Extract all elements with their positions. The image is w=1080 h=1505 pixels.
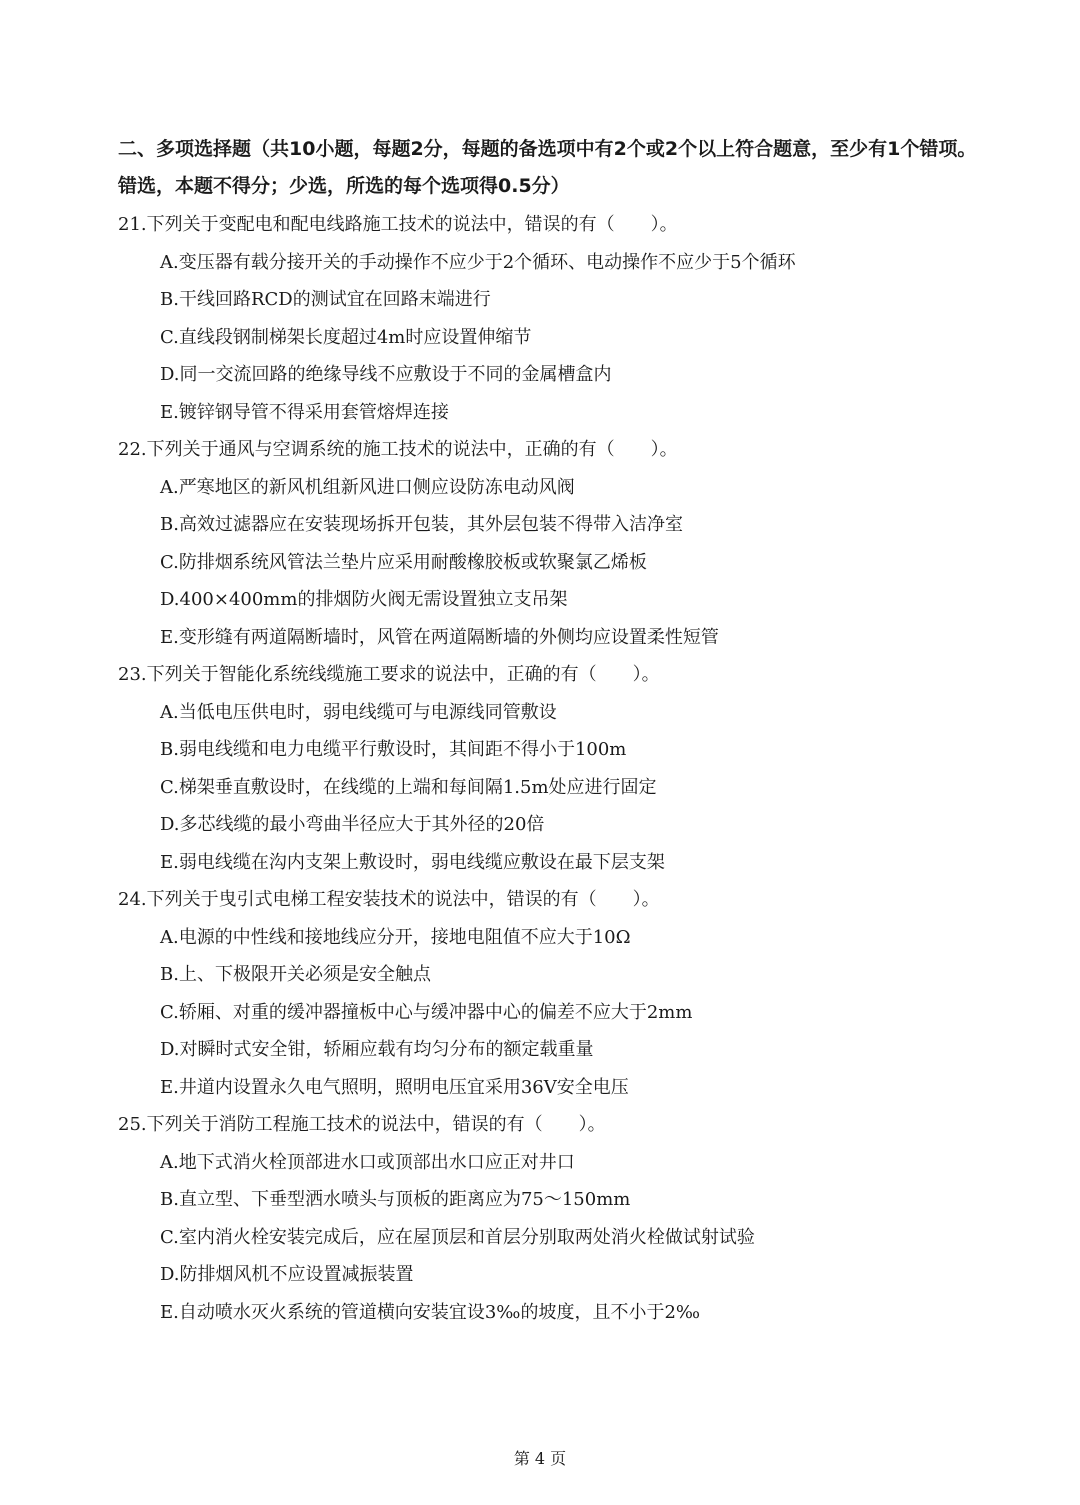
question-25 [118,1106,998,1331]
question-stem: 22.下列关于通风与空调系统的施工技术的说法中，正确的有（ ）。 [118,439,678,460]
option-c: C.轿厢、对重的缓冲器撞板中心与缓冲器中心的偏差不应大于2mm [160,1001,693,1023]
option-b: B.上、下极限开关必须是安全触点 [160,964,431,985]
option-c: C.直线段钢制梯架长度超过4m时应设置伸缩节 [160,326,532,348]
option-e: E.镀锌钢导管不得采用套管熔焊连接 [160,401,449,423]
option-b: B.高效过滤器应在安装现场拆开包装，其外层包装不得带入洁净室 [160,514,683,535]
section-heading: 二、多项选择题（共10小题，每题2分，每题的备选项中有2个或2个以上符合题意，至少有1个错项。错选，本题不得分；少选，所选的每个选项得0.5分） [118,138,977,197]
option-d: D.400×400mm的排烟防火阀无需设置独立支吊架 [160,589,568,610]
question-stem: 23.下列关于智能化系统线缆施工要求的说法中，正确的有（ ）。 [118,664,660,685]
question-21 [118,206,998,431]
question-24 [118,881,998,1106]
option-e: E.变形缝有两道隔断墙时，风管在两道隔断墙的外侧均应设置柔性短管 [160,626,719,648]
option-a: A.变压器有载分接开关的手动操作不应少于2个循环、电动操作不应少于5个循环 [160,251,796,273]
option-e: E.弱电线缆在沟内支架上敷设时，弱电线缆应敷设在最下层支架 [160,851,665,873]
question-22 [118,431,998,656]
option-a: A.严寒地区的新风机组新风进口侧应设防冻电动风阀 [160,476,575,498]
option-a: A.当低电压供电时，弱电线缆可与电源线同管敷设 [160,701,557,723]
option-a: A.电源的中性线和接地线应分开，接地电阻值不应大于10Ω [160,926,631,948]
option-b: B.弱电线缆和电力电缆平行敷设时，其间距不得小于100m [160,739,627,760]
question-stem: 21.下列关于变配电和配电线路施工技术的说法中，错误的有（ ）。 [118,214,678,235]
option-c: C.室内消火栓安装完成后，应在屋顶层和首层分别取两处消火栓做试射试验 [160,1226,755,1248]
option-b: B.干线回路RCD的测试宜在回路末端进行 [160,289,491,310]
option-d: D.防排烟风机不应设置减振装置 [160,1264,414,1285]
question-stem: 24.下列关于曳引式电梯工程安装技术的说法中，错误的有（ ）。 [118,889,660,910]
option-e: E.自动喷水灭火系统的管道横向安装宜设3‰的坡度，且不小于2‰ [160,1301,701,1323]
question-stem: 25.下列关于消防工程施工技术的说法中，错误的有（ ）。 [118,1114,606,1135]
option-d: D.多芯线缆的最小弯曲半径应大于其外径的20倍 [160,814,545,835]
option-a: A.地下式消火栓顶部进水口或顶部出水口应正对井口 [160,1151,575,1173]
option-d: D.同一交流回路的绝缘导线不应敷设于不同的金属槽盒内 [160,364,612,385]
option-d: D.对瞬时式安全钳，轿厢应载有均匀分布的额定载重量 [160,1039,594,1060]
question-23 [118,656,998,881]
option-e: E.井道内设置永久电气照明，照明电压宜采用36V安全电压 [160,1076,629,1098]
page-number: 第 4 页 [513,1449,567,1468]
question-list [118,206,998,1331]
option-c: C.防排烟系统风管法兰垫片应采用耐酸橡胶板或软聚氯乙烯板 [160,551,647,573]
option-c: C.梯架垂直敷设时，在线缆的上端和每间隔1.5m处应进行固定 [160,776,657,798]
option-b: B.直立型、下垂型洒水喷头与顶板的距离应为75～150mm [160,1189,631,1210]
